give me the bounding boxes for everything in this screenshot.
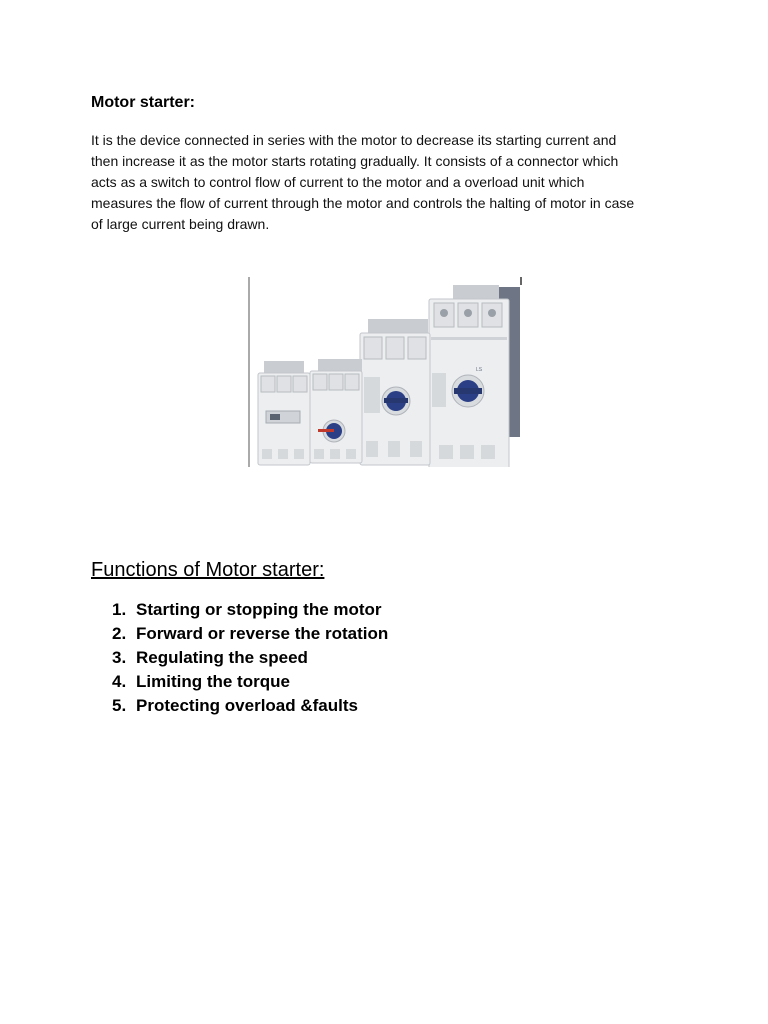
starter-unit-smallest (258, 361, 310, 465)
list-item (112, 598, 388, 622)
list-item (112, 646, 388, 670)
starter-unit-small (310, 359, 362, 463)
list-text: Protecting overload &faults (136, 696, 358, 715)
motor-starter-photo (248, 277, 522, 467)
brand-label: LS (476, 367, 483, 373)
paragraph-line: measures the flow of current through the motor and controls the halting of motor in case (91, 195, 635, 211)
list-item (112, 694, 388, 718)
paragraph-line: of large current being drawn. (91, 216, 270, 232)
starter-unit-large (429, 285, 520, 467)
list-number: 5. (112, 696, 127, 715)
list-number: 2. (112, 624, 127, 643)
functions-heading: Functions of Motor starter: (91, 559, 325, 581)
list-number: 3. (112, 648, 127, 667)
list-number: 1. (112, 600, 127, 619)
list-text: Regulating the speed (136, 648, 308, 667)
list-text: Forward or reverse the rotation (136, 624, 389, 643)
list-item (112, 622, 388, 646)
starter-unit-medium (360, 319, 430, 465)
paragraph-line: acts as a switch to control flow of current to the motor and a overload unit which (91, 174, 585, 190)
description-paragraph (91, 130, 691, 235)
paragraph-line: It is the device connected in series with the motor to decrease its starting current and (91, 132, 617, 148)
list-text: Limiting the torque (136, 672, 290, 691)
functions-list (112, 598, 388, 718)
list-number: 4. (112, 672, 127, 691)
list-text: Starting or stopping the motor (136, 600, 382, 619)
section-heading: Motor starter: (91, 94, 196, 111)
list-item (112, 670, 388, 694)
paragraph-line: then increase it as the motor starts rotating gradually. It consists of a connector which (91, 153, 619, 169)
